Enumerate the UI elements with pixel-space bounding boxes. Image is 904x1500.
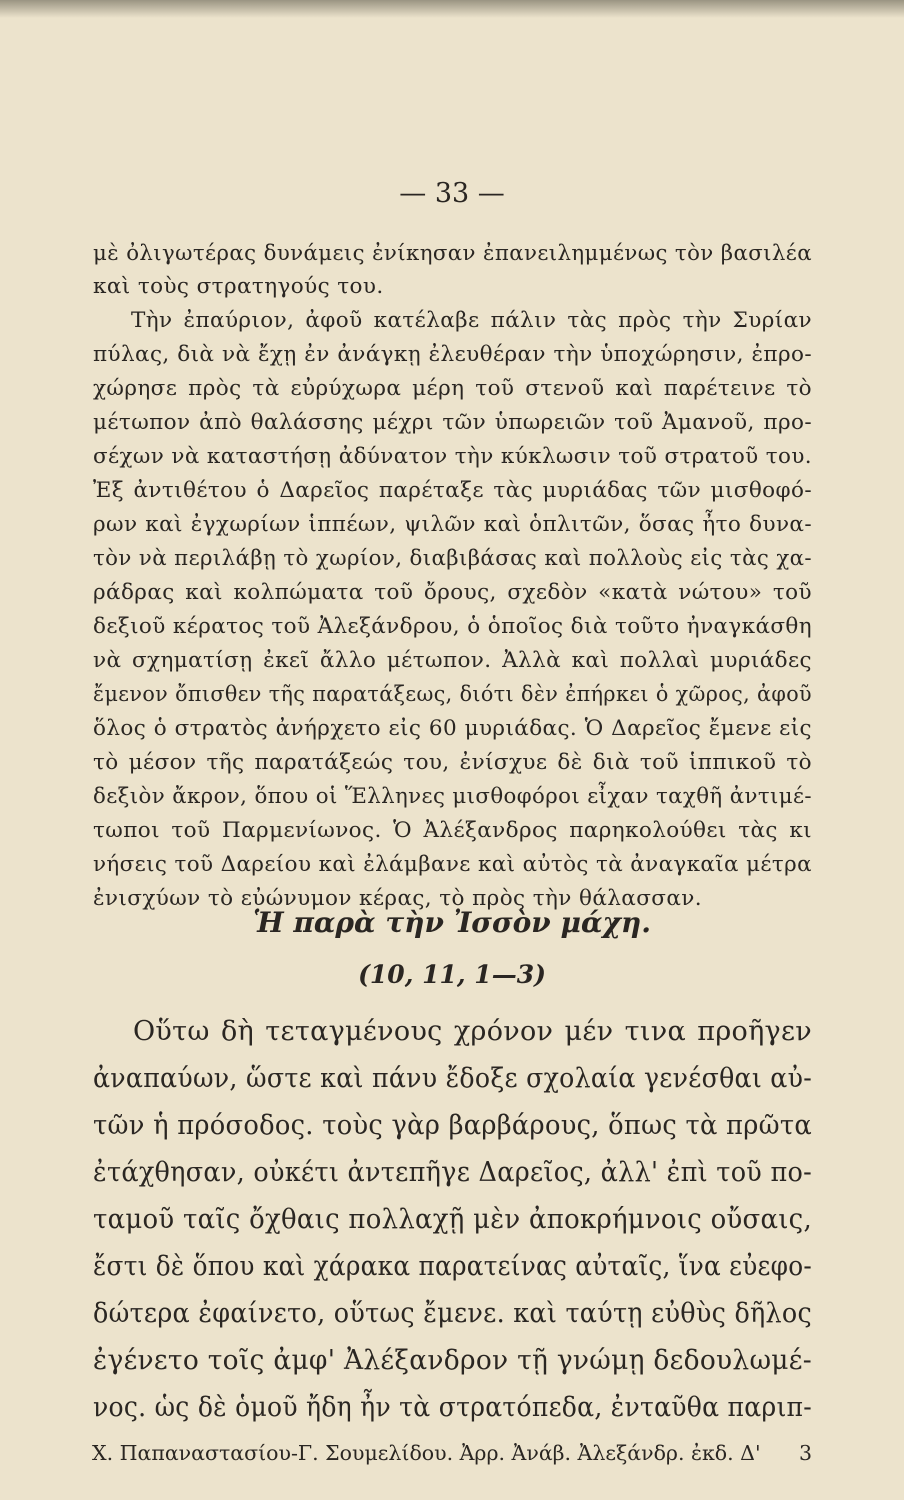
text-line: Ἐξ ἀντιθέτου ὁ Δαρεῖος παρέταξε τὰς μυριάδας τῶν μισθοφό- — [93, 478, 812, 503]
footer — [92, 1441, 812, 1465]
text-line: ἔμενον ὄπισθεν τῆς παρατάξεως, διότι δὲν ἐπήρκει ὁ χῶρος, ἀφοῦ — [93, 682, 812, 707]
text-line: τωποι τοῦ Παρμενίωνος. Ὁ Ἀλέξανδρος παρηκολούθει τὰς κι — [93, 818, 812, 843]
text-line: ἐνισχύων τὸ εὐώνυμον κέρας, τὸ πρὸς τὴν θάλασσαν. — [93, 886, 702, 911]
text-line: ὅλος ὁ στρατὸς ἀνήρχετο εἰς 60 μυριάδας. Ὁ Δαρεῖος ἔμενε εἰς — [93, 716, 812, 741]
text-line: Οὕτω δὴ τεταγμένους χρόνον μέν τινα προῆγεν — [133, 1016, 812, 1047]
sheet-number: 3 — [798, 1441, 812, 1465]
text-line: ἐτάχθησαν, οὐκέτι ἀντεπῆγε Δαρεῖος, ἀλλ' ἐπὶ τοῦ πο- — [93, 1157, 812, 1188]
text-line: νήσεις τοῦ Δαρείου καὶ ἐλάμβανε καὶ αὐτὸς τὰ ἀναγκαῖα μέτρα — [93, 852, 812, 877]
page-top-edge — [0, 0, 904, 18]
text-line: ἐγένετο τοῖς ἀμφ' Ἀλέξανδρον τῇ γνώμῃ δεδουλωμέ- — [93, 1345, 812, 1376]
text-line: ταμοῦ ταῖς ὄχθαις πολλαχῇ μὲν ἀποκρήμνοις οὔσαις, — [93, 1204, 812, 1235]
text-line: ρων καὶ ἐγχωρίων ἱππέων, ψιλῶν καὶ ὁπλιτῶν, ὅσας ἦτο δυνα- — [93, 512, 812, 537]
text-line: τῶν ἡ πρόσοδος. τοὺς γὰρ βαρβάρους, ὅπως τὰ πρῶτα — [93, 1110, 812, 1141]
text-line: νος. ὡς δὲ ὁμοῦ ἤδη ἦν τὰ στρατόπεδα, ἐνταῦθα παριπ- — [93, 1392, 812, 1423]
section-heading: Ἡ παρὰ τὴν Ἰσσὸν μάχη. — [252, 906, 652, 939]
text-line: χώρησε πρὸς τὰ εὐρύχωρα μέρη τοῦ στενοῦ καὶ παρέτεινε τὸ — [93, 376, 812, 401]
text-line: μὲ ὀλιγωτέρας δυνάμεις ἐνίκησαν ἐπανειλημμένως τὸν βασιλέα — [93, 241, 812, 266]
text-line: δώτερα ἐφαίνετο, οὕτως ἔμενε. καὶ ταύτῃ εὐθὺς δῆλος — [93, 1298, 812, 1329]
page-number: — 33 — — [399, 178, 505, 209]
text-line: ράδρας καὶ κολπώματα τοῦ ὄρους, σχεδὸν «κατὰ νώτου» τοῦ — [93, 580, 812, 605]
section-reference: (10, 11, 1—3) — [358, 960, 546, 989]
text-line: δεξιὸν ἄκρον, ὅπου οἱ Ἕλληνες μισθοφόροι εἶχαν ταχθῆ ἀντιμέ- — [93, 784, 812, 809]
text-line: μέτωπον ἀπὸ θαλάσσης μέχρι τῶν ὑπωρειῶν τοῦ Ἀμανοῦ, προ- — [93, 410, 812, 435]
footer-signature: Χ. Παπαναστασίου-Γ. Σουμελίδου. Ἀρρ. Ἀνάβ. Ἀλεξάνδρ. ἐκδ. Δ' — [92, 1441, 761, 1465]
text-line: τὸ μέσον τῆς παρατάξεώς του, ἐνίσχυε δὲ διὰ τοῦ ἱππικοῦ τὸ — [93, 750, 812, 775]
text-line: ἔστι δὲ ὅπου καὶ χάρακα παρατείνας αὐταῖς, ἵνα εὐεφο- — [93, 1251, 812, 1282]
text-line: σέχων νὰ καταστήσῃ ἀδύνατον τὴν κύκλωσιν τοῦ στρατοῦ του. — [93, 444, 812, 469]
text-line: ἀναπαύων, ὥστε καὶ πάνυ ἔδοξε σχολαία γενέσθαι αὐ- — [93, 1063, 812, 1094]
text-line: πύλας, διὰ νὰ ἔχῃ ἐν ἀνάγκῃ ἐλευθέραν τὴν ὑποχώρησιν, ἐπρο- — [93, 342, 812, 367]
text-line: δεξιοῦ κέρατος τοῦ Ἀλεξάνδρου, ὁ ὁποῖος διὰ τοῦτο ἠναγκάσθη — [93, 614, 812, 639]
text-line: Τὴν ἐπαύριον, ἀφοῦ κατέλαβε πάλιν τὰς πρὸς τὴν Συρίαν — [131, 308, 812, 333]
text-line: τὸν νὰ περιλάβῃ τὸ χωρίον, διαβιβάσας καὶ πολλοὺς εἰς τὰς χα- — [93, 546, 812, 571]
text-line: καὶ τοὺς στρατηγούς του. — [93, 274, 384, 299]
text-line: νὰ σχηματίσῃ ἐκεῖ ἄλλο μέτωπον. Ἀλλὰ καὶ πολλαὶ μυριάδες — [93, 648, 812, 673]
